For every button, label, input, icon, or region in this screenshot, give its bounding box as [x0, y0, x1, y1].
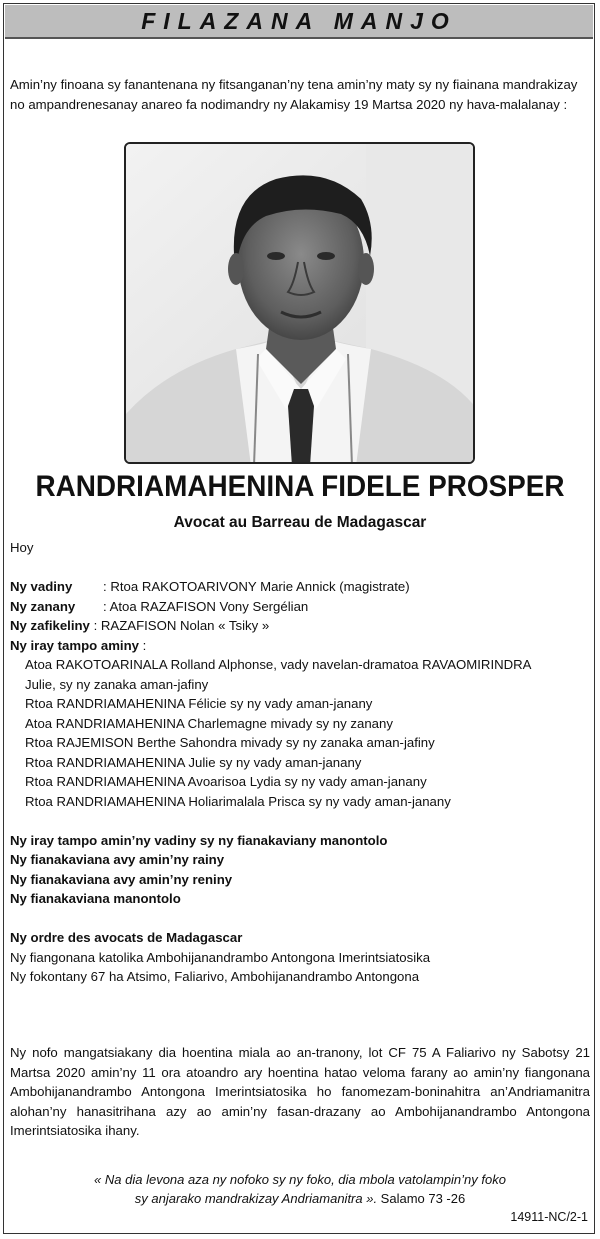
- relative-item: Ny fianakaviana avy amin’ny rainy: [10, 852, 225, 867]
- quote-line-1: « Na dia levona aza ny nofoko sy ny foko, dia mbola vatolampin’ny foko: [94, 1172, 506, 1187]
- sibling-item: Rtoa RANDRIAMAHENINA Félicie sy ny vady aman-janany: [25, 696, 373, 711]
- organisation-item: Ny fokontany 67 ha Atsimo, Faliarivo, Ambohijanandrambo Antongona: [10, 969, 420, 984]
- grandchildren-line: [10, 616, 590, 636]
- header-title: FILAZANA MANJO: [141, 7, 457, 34]
- spouse-line: [10, 577, 590, 597]
- header-banner: [5, 5, 593, 39]
- relative-item: Ny fianakaviana manontolo: [10, 891, 181, 906]
- portrait-photo: [124, 142, 475, 464]
- sibling-item: Rtoa RAJEMISON Berthe Sahondra mivady sy ny zanaka aman-jafiny: [25, 735, 435, 750]
- deceased-title: Avocat au Barreau de Madagascar: [173, 514, 427, 531]
- organisations-title: Ny ordre des avocats de Madagascar: [10, 930, 243, 945]
- children-label: Ny zanany: [10, 598, 76, 614]
- sibling-item: Atoa RAKOTOARINALA Rolland Alphonse, vady navelan-dramatoa RAVAOMIRINDRA: [25, 657, 532, 672]
- sibling-item: Julie, sy ny zanaka aman-jafiny: [25, 676, 209, 692]
- hoy-label: Hoy: [10, 540, 34, 555]
- siblings-heading: [10, 636, 590, 656]
- siblings-label: Ny iray tampo aminy: [10, 637, 139, 653]
- grandchildren-label: Ny zafikeliny: [10, 618, 90, 633]
- quote-reference: Salamo 73 -26: [377, 1191, 466, 1206]
- portrait-image: [126, 144, 475, 464]
- spouse-value: : Rtoa RAKOTOARIVONY Marie Annick (magistrate): [103, 579, 410, 594]
- intro-paragraph: Amin’ny finoana sy fanantenana ny fitsanganan’ny tena amin’ny maty sy ny fiainana mandrakizay no ampandrenesanay anareo fa nodimandry ny Alakamisy 19 Martsa 2020 ny hava-malalanay :: [10, 77, 578, 112]
- children-value: : Atoa RAZAFISON Vony Sergélian: [103, 598, 309, 614]
- sibling-item: Atoa RANDRIAMAHENINA Charlemagne mivady sy ny zanany: [25, 715, 393, 731]
- spouse-label: Ny vadiny: [10, 579, 73, 594]
- organisation-item: Ny fiangonana katolika Ambohijanandrambo Antongona Imerintsiatosika: [10, 949, 431, 965]
- relative-item: Ny iray tampo amin’ny vadiny sy ny fianakaviany manontolo: [10, 832, 388, 848]
- grandchildren-value: : RAZAFISON Nolan « Tsiky »: [93, 618, 270, 633]
- relative-item: Ny fianakaviana avy amin’ny reniny: [10, 871, 233, 887]
- sibling-item: Rtoa RANDRIAMAHENINA Avoarisoa Lydia sy ny vady aman-janany: [25, 774, 427, 789]
- scripture-quote: [0, 1170, 600, 1208]
- sibling-item: Rtoa RANDRIAMAHENINA Holiarimalala Prisca sy ny vady aman-janany: [25, 793, 451, 809]
- children-line: [10, 597, 590, 617]
- sibling-item: Rtoa RANDRIAMAHENINA Julie sy ny vady aman-janany: [25, 754, 362, 770]
- deceased-name: RANDRIAMAHENINA FIDELE PROSPER: [35, 470, 565, 503]
- siblings-colon: :: [139, 637, 147, 653]
- ad-reference: 14911-NC/2-1: [510, 1210, 588, 1224]
- family-list: [10, 538, 590, 987]
- quote-line-2: sy anjarako mandrakizay Andriamanitra ».: [134, 1191, 378, 1206]
- funeral-announcement: Ny nofo mangatsiakany dia hoentina miala ao an-tranony, lot CF 75 A Faliarivo ny Sabotsy 21 Martsa 2020 amin’ny 11 ora atoandro ary hoentina hatao veloma farany ao amin’ny fiangonana Ambohijanandrambo Antongona Imerintsiatosika ho fanomezam-boninahitra an’Andriamanitra alohan’ny hanasitrihana azy ao amin’ny fasan-drazany ao Ambohijanandrambo Antongona Imerintsiatosika ihany.: [10, 1045, 590, 1138]
